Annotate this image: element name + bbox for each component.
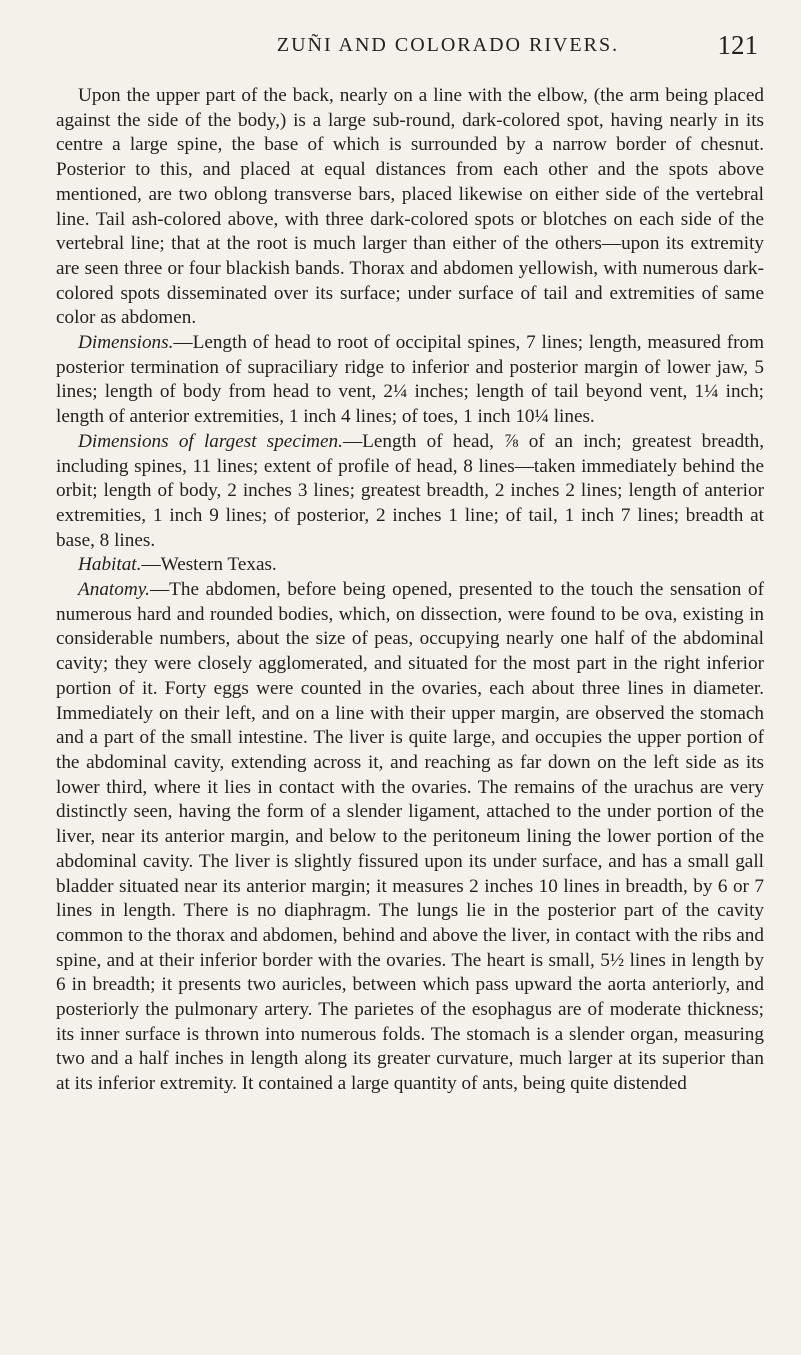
paragraph-habitat — [56, 553, 764, 578]
paragraph-text: —Length of head, ⅞ of an inch; greatest breadth, including spines, 11 lines; extent of profile of head, 8 lines—taken immediately behind the orbit; length of body, 2 inches 3 lines; greatest breadth, 2 inches 2 lines; length of anterior extremities, 1 inch 9 lines; of posterior, 2 inches 1 line; of tail, 1 inch 7 lines; breadth at base, 8 lines. — [56, 430, 764, 551]
page-number: 121 — [717, 30, 758, 60]
paragraph-lead: Dimensions of largest specimen. — [78, 430, 343, 452]
paragraph-text: —Western Texas. — [141, 554, 277, 576]
paragraph-coloration — [56, 84, 764, 331]
paragraph-lead: Habitat. — [78, 554, 142, 576]
running-head: ZUÑI AND COLORADO RIVERS. — [276, 34, 620, 56]
paragraph-dimensions — [56, 331, 764, 430]
paragraph-text: —Length of head to root of occipital spines, 7 lines; length, measured from posterior termination of supraciliary ridge to inferior and posterior margin of lower jaw, 5 lines; length of body from head to vent, 2¼ inches; length of tail beyond vent, 1¼ inch; length of anterior extremities, 1 inch 4 lines; of toes, 1 inch 10¼ lines. — [56, 332, 764, 428]
paragraph-text: —The abdomen, before being opened, presented to the touch the sensation of numerous hard and rounded bodies, which, on dissection, were found to be ova, existing in considerable numbers, about the size of peas, occupying nearly one half of the abdominal cavity; they were closely agglomerated, and situated for the most part in the right inferior portion of it. Forty eggs were counted in the ovaries, each about three lines in diameter. Immediately on their left, and on a line with their upper margin, are observed the stomach and a part of the small intestine. The liver is quite large, and occupies the upper portion of the abdominal cavity, extending across it, and reaching as far down on the left side as its lower third, where it lies in contact with the ovaries. The remains of the urachus are very distinctly seen, having the form of a slender ligament, attached to the under portion of the liver, near its anterior margin, and below to the peritoneum lining the lower portion of the abdominal cavity. The liver is slightly fissured upon its under surface, and has a small gall bladder situated near its anterior margin; it measures 2 inches 10 lines in breadth, by 6 or 7 lines in length. There is no diaphragm. The lungs lie in the posterior part of the cavity common to the thorax and abdomen, behind and above the liver, in contact with the ribs and spine, and at their inferior border with the ovaries. The heart is small, 5½ lines in length by 6 in breadth; it presents two auricles, between which pass upward the aorta anteriorly, and posteriorly the pulmonary artery. The parietes of the esophagus are of moderate thickness; its inner surface is thrown into numerous folds. The stomach is a slender organ, measuring two and a half inches in length along its greater curvature, much larger at its superior than at its inferior extremity. It contained a large quantity of ants, being quite distended — [56, 579, 764, 1095]
paragraph-dimensions-largest — [56, 430, 764, 554]
paragraph-text: Upon the upper part of the back, nearly on a line with the elbow, (the arm being placed against the side of the body,) is a large sub-round, dark-colored spot, having nearly in its centre a large spine, the base of which is surrounded by a narrow border of chesnut. Posterior to this, and placed at equal distances from each other and the spots above mentioned, are two oblong transverse bars, placed likewise on either side of the vertebral line. Tail ash-colored above, with three dark-colored spots or blotches on each side of the vertebral line; that at the root is much larger than either of the others—upon its extremity are seen three or four blackish bands. Thorax and abdomen yellowish, with numerous dark-colored spots disseminated over its surface; under surface of tail and extremities of same color as abdomen. — [56, 85, 764, 329]
paragraph-lead: Dimensions. — [78, 332, 174, 354]
paragraph-lead: Anatomy. — [78, 579, 150, 601]
page-body — [56, 84, 764, 1097]
page-header — [78, 30, 758, 64]
paragraph-anatomy — [56, 578, 764, 1097]
